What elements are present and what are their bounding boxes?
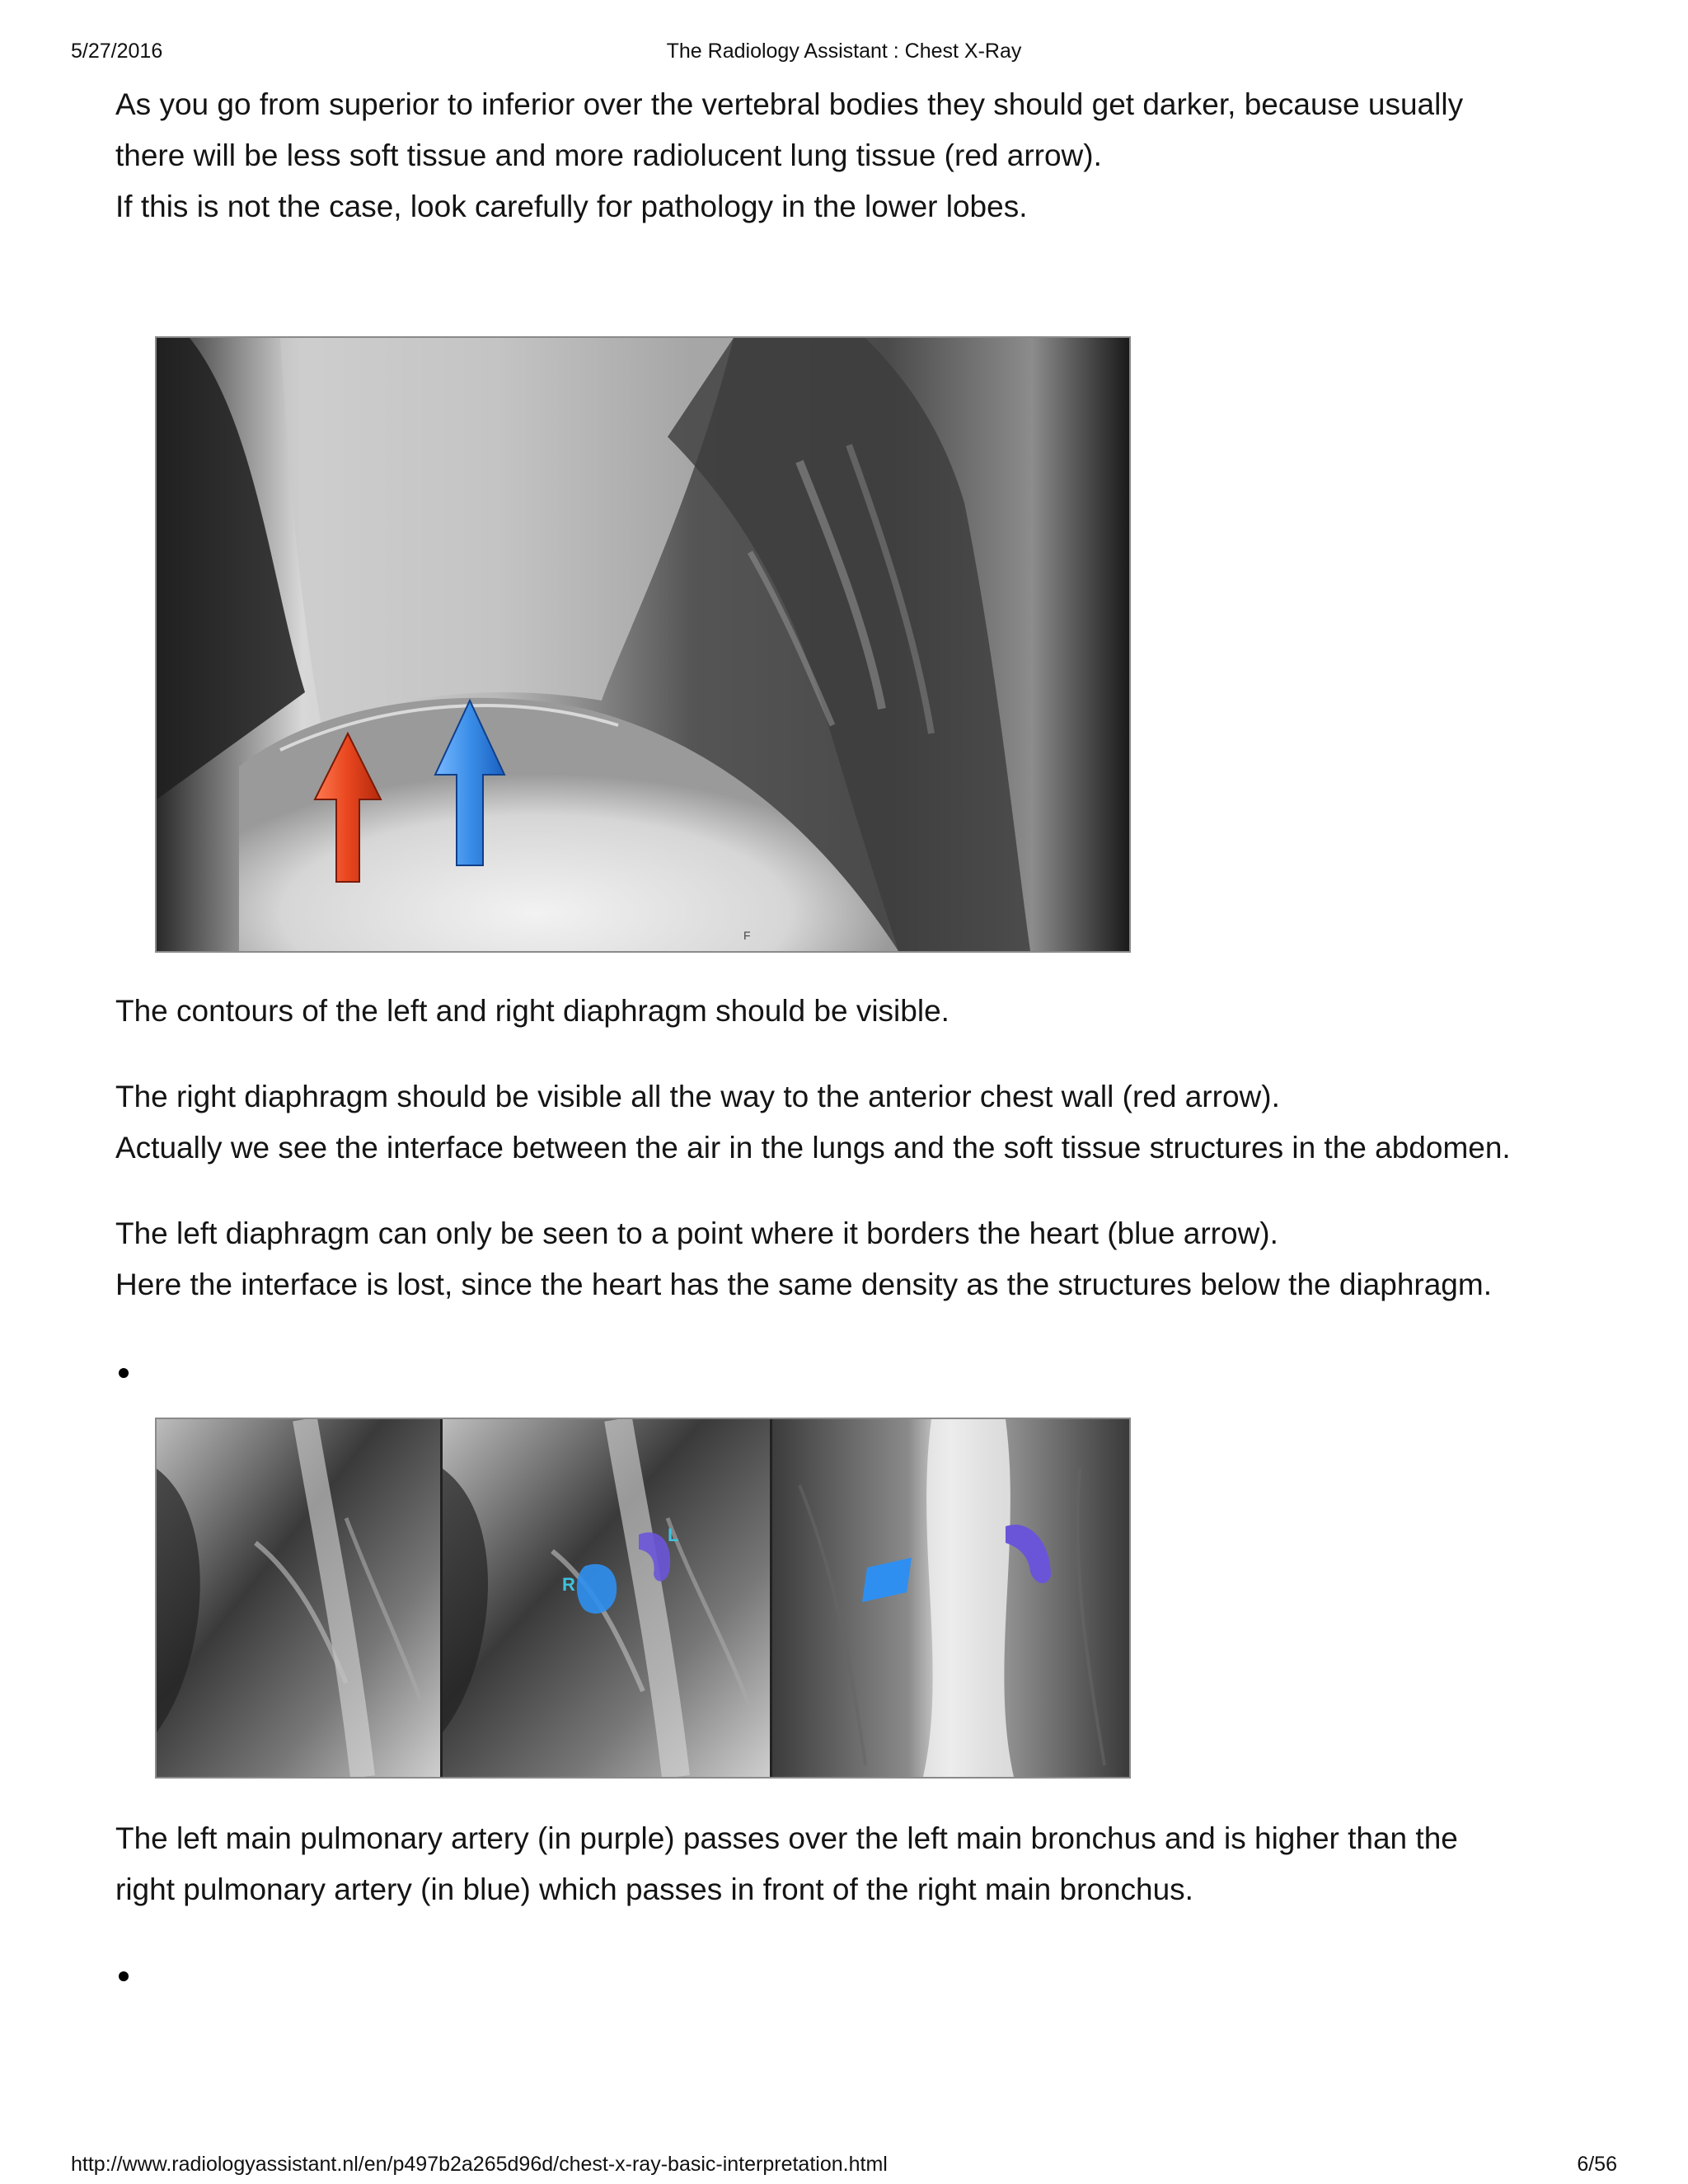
text-line: The right diaphragm should be visible all the way to the anterior chest wall (red arrow). [115,1080,1280,1113]
text-line: The left diaphragm can only be seen to a point where it borders the heart (blue arrow). [115,1216,1278,1250]
text-line: there will be less soft tissue and more radiolucent lung tissue (red arrow). [115,138,1102,172]
list-bullet [119,1971,129,1981]
paragraph-diaphragm-contours [115,986,1599,1037]
header-date: 5/27/2016 [71,40,163,63]
text-line: The left main pulmonary artery (in purple) passes over the left main bronchus and is higher than the [115,1821,1458,1855]
text-line: As you go from superior to inferior over the vertebral bodies they should get darker, because usually [115,87,1464,121]
right-pulmonary-artery-shape [577,1564,617,1614]
label-r: R [562,1574,575,1595]
paragraph-right-diaphragm [115,1071,1599,1174]
text-line: If this is not the case, look carefully for pathology in the lower lobes. [115,190,1028,223]
paragraph-left-diaphragm [115,1208,1599,1310]
text-line: Actually we see the interface between the air in the lungs and the soft tissue structures in the abdomen. [115,1131,1511,1165]
list-bullet [119,1368,129,1378]
footer-url: http://www.radiologyassistant.nl/en/p497b2a265d96d/chest-x-ray-basic-interpretation.html [71,2153,888,2176]
label-l: L [668,1525,679,1545]
pulmonary-artery-xray-panels [155,1418,1131,1779]
xray-panel-1 [157,1419,440,1777]
text-line: right pulmonary artery (in blue) which passes in front of the right main bronchus. [115,1872,1193,1906]
text-line: Here the interface is lost, since the heart has the same density as the structures below the diaphragm. [115,1268,1492,1301]
xray-panel-3 [772,1419,1129,1777]
paragraph-vertebral-bodies [115,79,1599,232]
footer-page-number: 6/56 [1577,2153,1617,2176]
paragraph-pulmonary-artery [115,1813,1599,1915]
lateral-chest-xray-image [155,336,1131,953]
text-line: The contours of the left and right diaphragm should be visible. [115,994,950,1028]
image-marker: F [743,929,751,942]
header-title: The Radiology Assistant : Chest X-Ray [666,40,1022,63]
xray-panel-2 [443,1419,770,1777]
